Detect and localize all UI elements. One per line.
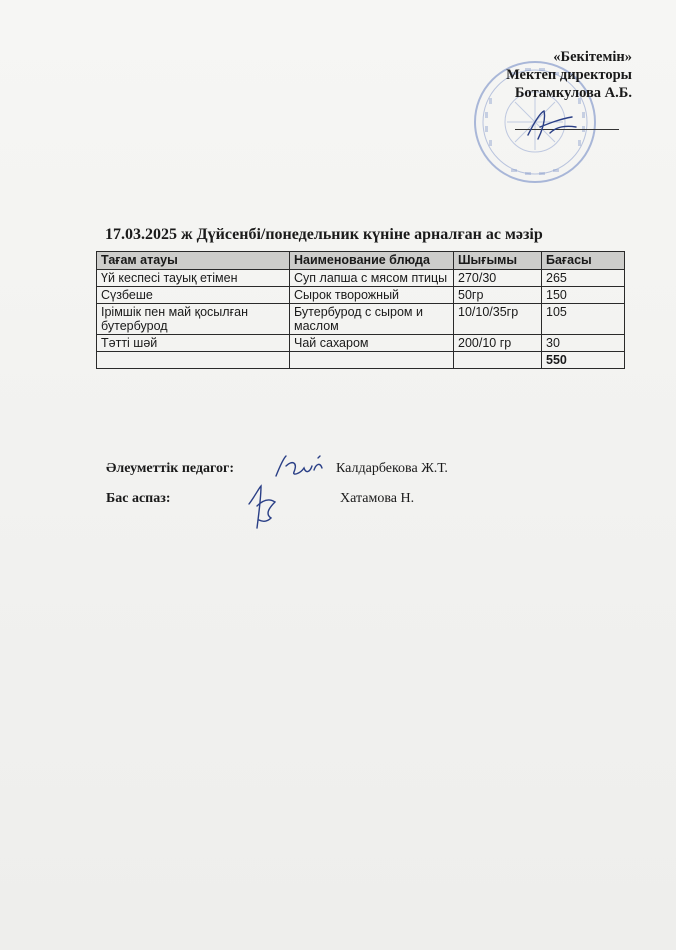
table-row: [97, 335, 625, 352]
dish-price: 265: [542, 270, 625, 287]
table-row: [97, 270, 625, 287]
dish-name-kz: Ірімшік пен май қосылған бутербурод: [97, 304, 290, 335]
dish-name-kz: Үй кеспесі тауық етімен: [97, 270, 290, 287]
social-pedagogue-label: Әлеуметтік педагог:: [106, 461, 235, 476]
social-pedagogue-name: Калдарбекова Ж.Т.: [336, 461, 448, 476]
director-signature: [520, 105, 580, 145]
dish-price: 150: [542, 287, 625, 304]
dish-yield: 270/30: [454, 270, 542, 287]
approval-position: Мектеп директоры: [506, 67, 632, 83]
dish-price: 30: [542, 335, 625, 352]
total-empty-cell: [97, 352, 290, 369]
dish-name-kz: Сүзбеше: [97, 287, 290, 304]
column-header-dish-kz: Тағам атауы: [97, 252, 290, 270]
table-header-row: [97, 252, 625, 270]
table-total-row: [97, 352, 625, 369]
column-header-dish-ru: Наименование блюда: [290, 252, 454, 270]
table-row: [97, 287, 625, 304]
dish-yield: 200/10 гр: [454, 335, 542, 352]
total-empty-cell: [454, 352, 542, 369]
approval-block: [506, 48, 632, 102]
dish-name-kz: Тәтті шәй: [97, 335, 290, 352]
chef-name: Хатамова Н.: [340, 491, 415, 506]
chef-signature: [245, 482, 281, 532]
approval-heading: «Бекітемін»: [553, 49, 632, 65]
dish-name-ru: Сырок творожный: [290, 287, 454, 304]
dish-name-ru: Бутербурод с сыром и маслом: [290, 304, 454, 335]
dish-price: 105: [542, 304, 625, 335]
approval-director-name: Ботамкулова А.Б.: [514, 85, 632, 101]
column-header-yield: Шығымы: [454, 252, 542, 270]
chef-label: Бас аспаз:: [106, 491, 171, 506]
menu-table: [96, 251, 625, 369]
dish-yield: 50гр: [454, 287, 542, 304]
dish-name-ru: Чай сахаром: [290, 335, 454, 352]
table-row: [97, 304, 625, 335]
social-pedagogue-signature: [270, 450, 330, 484]
dish-yield: 10/10/35гр: [454, 304, 542, 335]
dish-name-ru: Суп лапша с мясом птицы: [290, 270, 454, 287]
total-empty-cell: [290, 352, 454, 369]
menu-title: 17.03.2025 ж Дүйсенбі/понедельник күніне арналған ас мәзір: [105, 226, 543, 243]
column-header-price: Бағасы: [542, 252, 625, 270]
total-price: 550: [542, 352, 625, 369]
